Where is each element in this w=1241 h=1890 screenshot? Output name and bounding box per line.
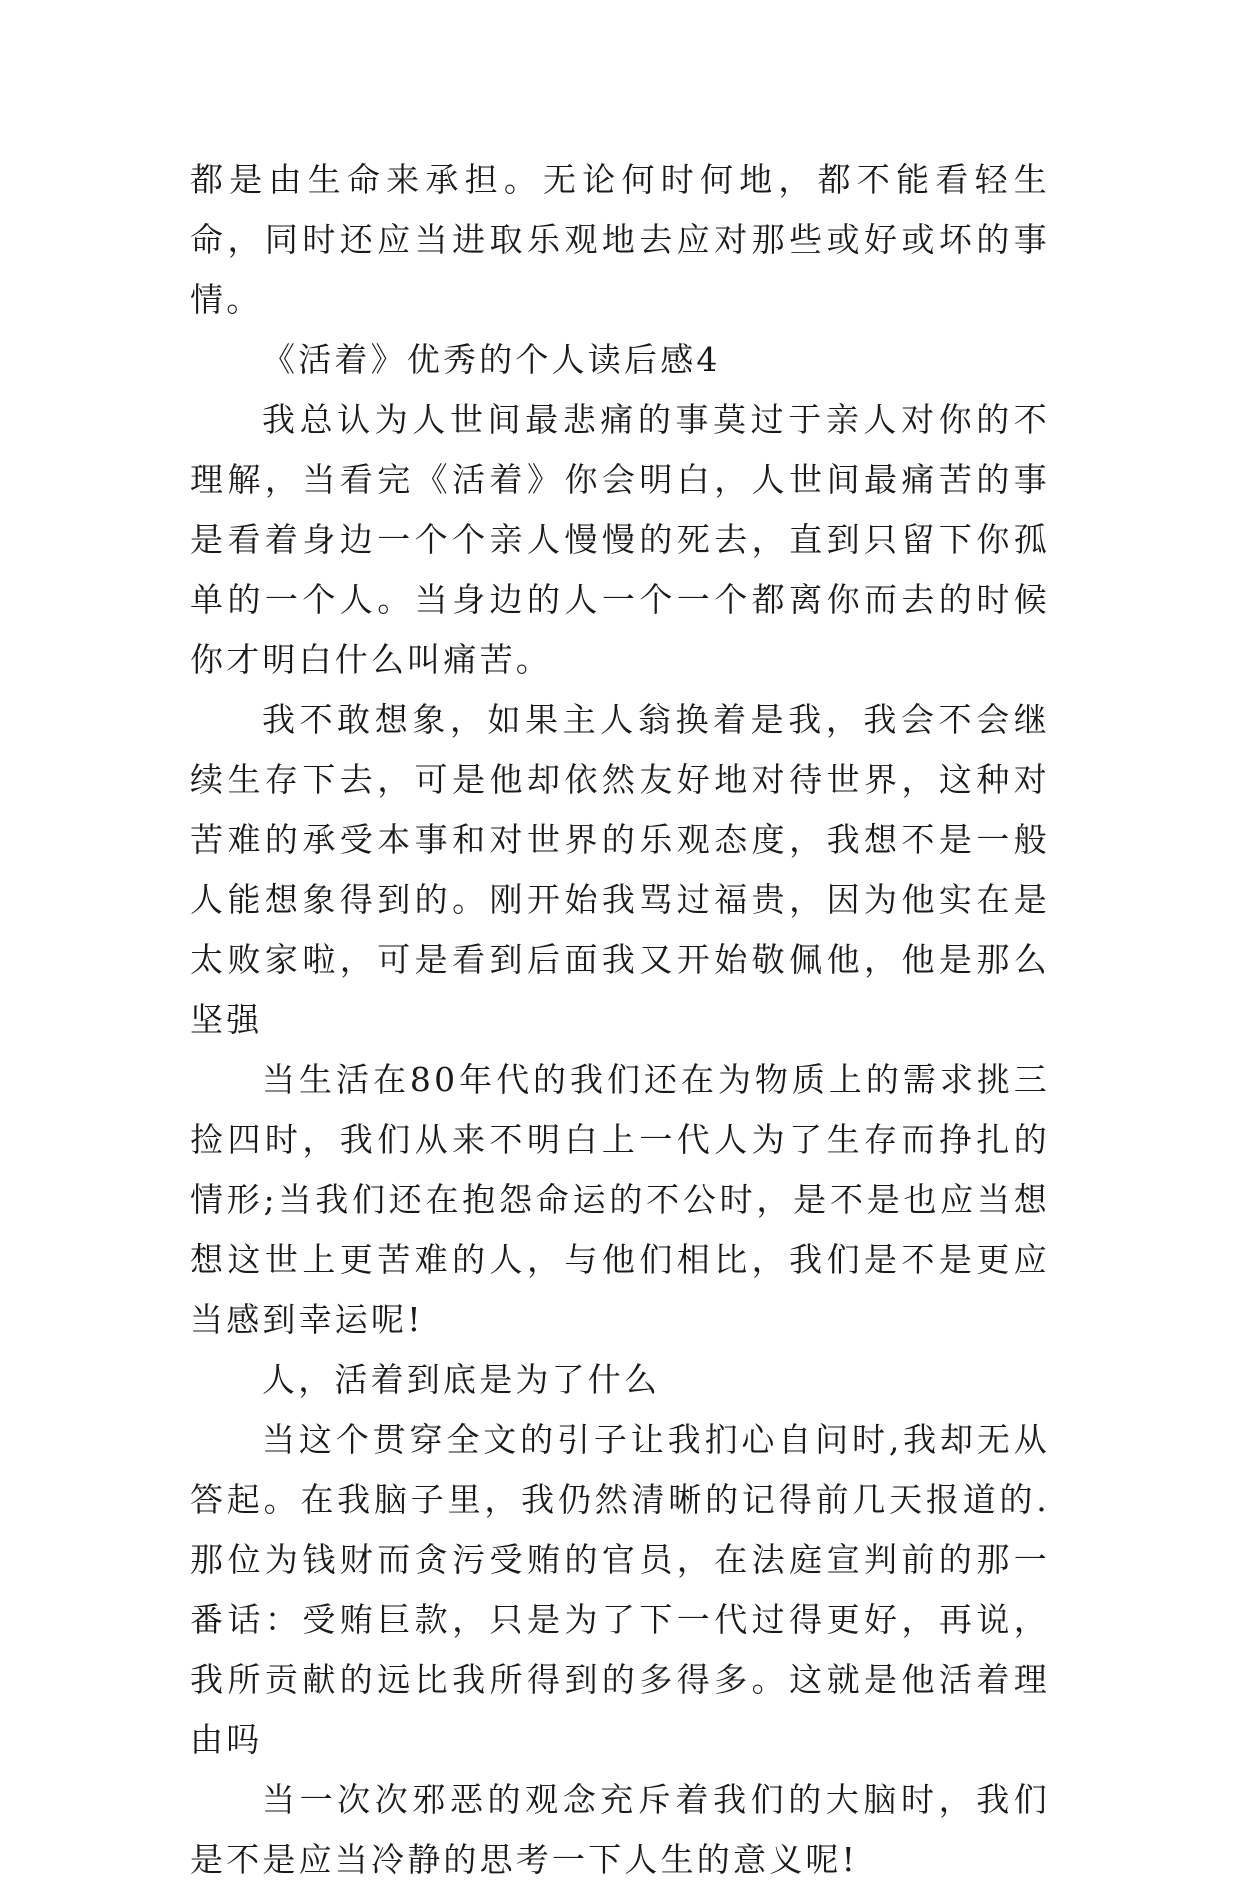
paragraph: 当这个贯穿全文的引子让我扪心自问时,我却无从答起。在我脑子里，我仍然清晰的记得前几天报道的.那位为钱财而贪污受贿的官员，在法庭宣判前的那一番话：受贿巨款，只是为了下一代过得更好，再说，我所贡献的远比我所得到的多得多。这就是他活着理由吗: [190, 1420, 1050, 1759]
paragraph-continuation: 都是由生命来承担。无论何时何地，都不能看轻生命，同时还应当进取乐观地去应对那些或好或坏的事情。: [190, 160, 1050, 319]
paragraph: 当生活在80年代的我们还在为物质上的需求挑三捡四时，我们从来不明白上一代人为了生存而挣扎的情形;当我们还在抱怨命运的不公时，是不是也应当想想这世上更苦难的人，与他们相比，我们是不是更应当感到幸运呢!: [190, 1060, 1050, 1339]
paragraph: 人，活着到底是为了什么: [262, 1360, 661, 1399]
paragraph: 我不敢想象，如果主人翁换着是我，我会不会继续生存下去，可是他却依然友好地对待世界，这种对苦难的承受本事和对世界的乐观态度，我想不是一般人能想象得到的。刚开始我骂过福贵，因为他实在是太败家啦，可是看到后面我又开始敬佩他，他是那么坚强: [190, 700, 1050, 1039]
section-heading: 《活着》优秀的个人读后感4: [262, 340, 721, 379]
document-page: [190, 150, 1050, 1890]
paragraph: 我总认为人世间最悲痛的事莫过于亲人对你的不理解，当看完《活着》你会明白，人世间最痛苦的事是看着身边一个个亲人慢慢的死去，直到只留下你孤单的一个人。当身边的人一个一个都离你而去的时候你才明白什么叫痛苦。: [190, 400, 1050, 679]
paragraph: 当一次次邪恶的观念充斥着我们的大脑时，我们是不是应当冷静的思考一下人生的意义呢!: [190, 1780, 1050, 1879]
